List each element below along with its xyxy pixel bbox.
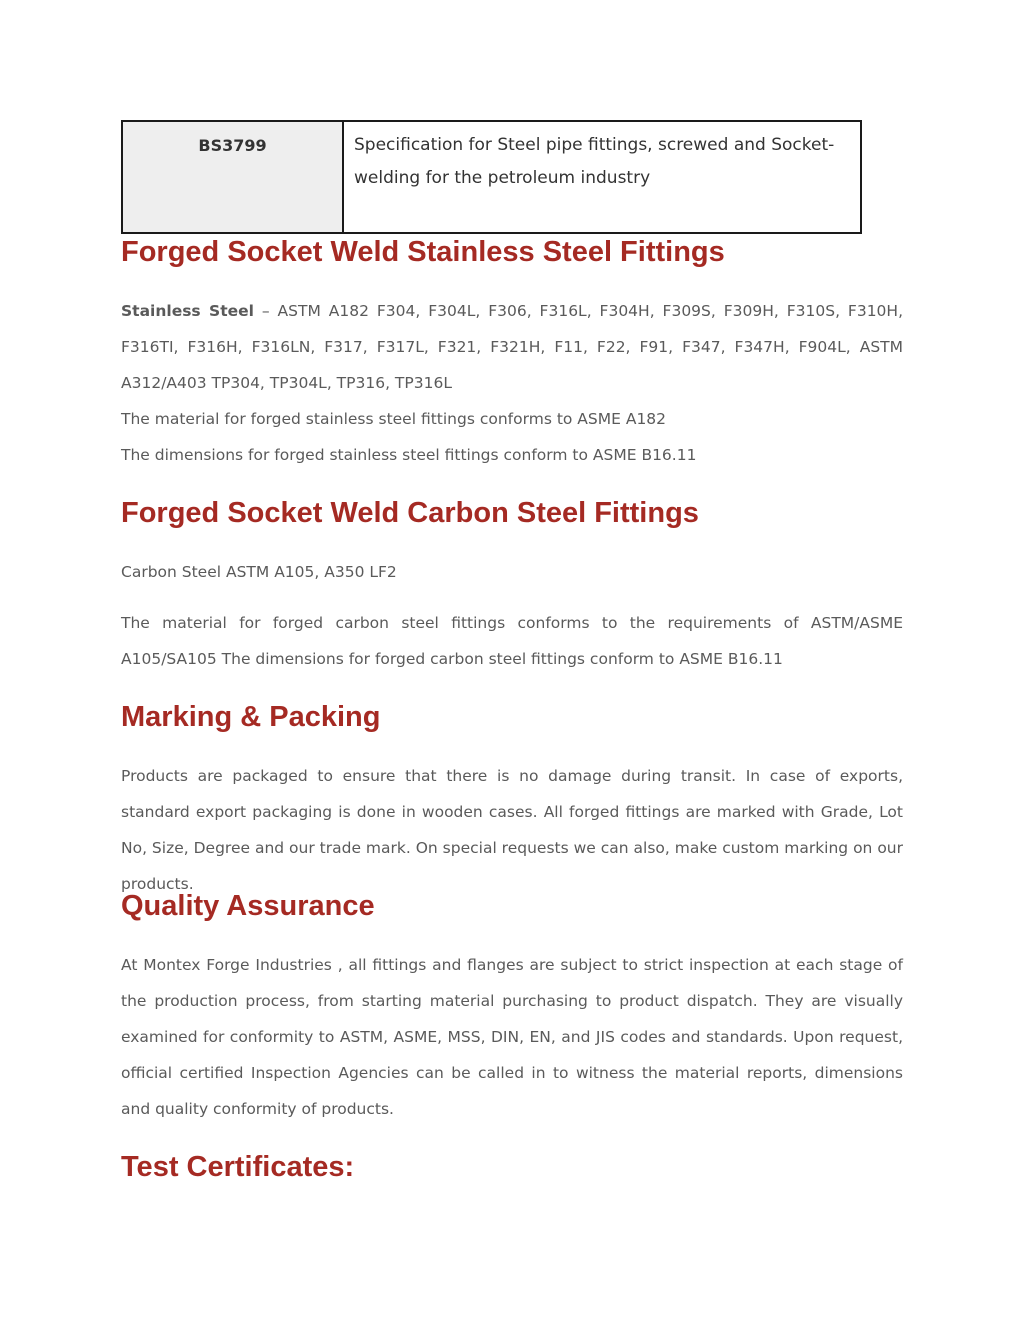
quality-heading: Quality Assurance [121,890,375,922]
certificates-heading: Test Certificates: [121,1151,355,1183]
marking-heading: Marking & Packing [121,701,381,733]
carbon-heading: Forged Socket Weld Carbon Steel Fittings [121,497,699,529]
stainless-grade-text: – ASTM A182 F304, F304L, F306, F316L, F304H, F309S, F309H, F310S, F310H, F316TI, F316H, F316LN, F317, F317L, F321, F321H, F11, F22, F91, F347, F347H, F904L, ASTM A312/A403 TP304, TP304L, TP316, TP316L [121,302,904,392]
carbon-notes: The material for forged carbon steel fittings conforms to the requirements of ASTM/ASME A105/SA105 The dimensions for forged carbon steel fittings conform to ASME B16.11 [121,614,903,668]
stainless-material-note: The material for forged stainless steel fittings conforms to ASME A182 [121,410,667,428]
stainless-grades-paragraph [121,293,903,401]
stainless-dimension-note: The dimensions for forged stainless steel fittings conform to ASME B16.11 [121,446,697,464]
stainless-heading: Forged Socket Weld Stainless Steel Fittings [121,236,725,268]
marking-text: Products are packaged to ensure that there is no damage during transit. In case of exports, standard export packaging is done in wooden cases. All forged fittings are marked with Grade, Lot No, Size, Degree and our trade mark. On special requests we can also, make custom marking on our products. [121,767,903,893]
spec-description-cell: Specification for Steel pipe fittings, screwed and Socket-welding for the petroleum industry [343,121,861,233]
spec-table [121,120,862,234]
spec-code-cell: BS3799 [122,121,343,233]
stainless-grade-label: Stainless Steel [121,302,254,320]
carbon-grade-text: Carbon Steel ASTM A105, A350 LF2 [121,563,397,581]
table-row [122,121,861,233]
quality-text: At Montex Forge Industries , all fittings and flanges are subject to strict inspection at each stage of the production process, from starting material purchasing to product dispatch. They are visually examined for conformity to ASTM, ASME, MSS, DIN, EN, and JIS codes and standards. Upon request, official certified Inspection Agencies can be called in to witness the material reports, dimensions and quality conformity of products. [121,956,903,1118]
